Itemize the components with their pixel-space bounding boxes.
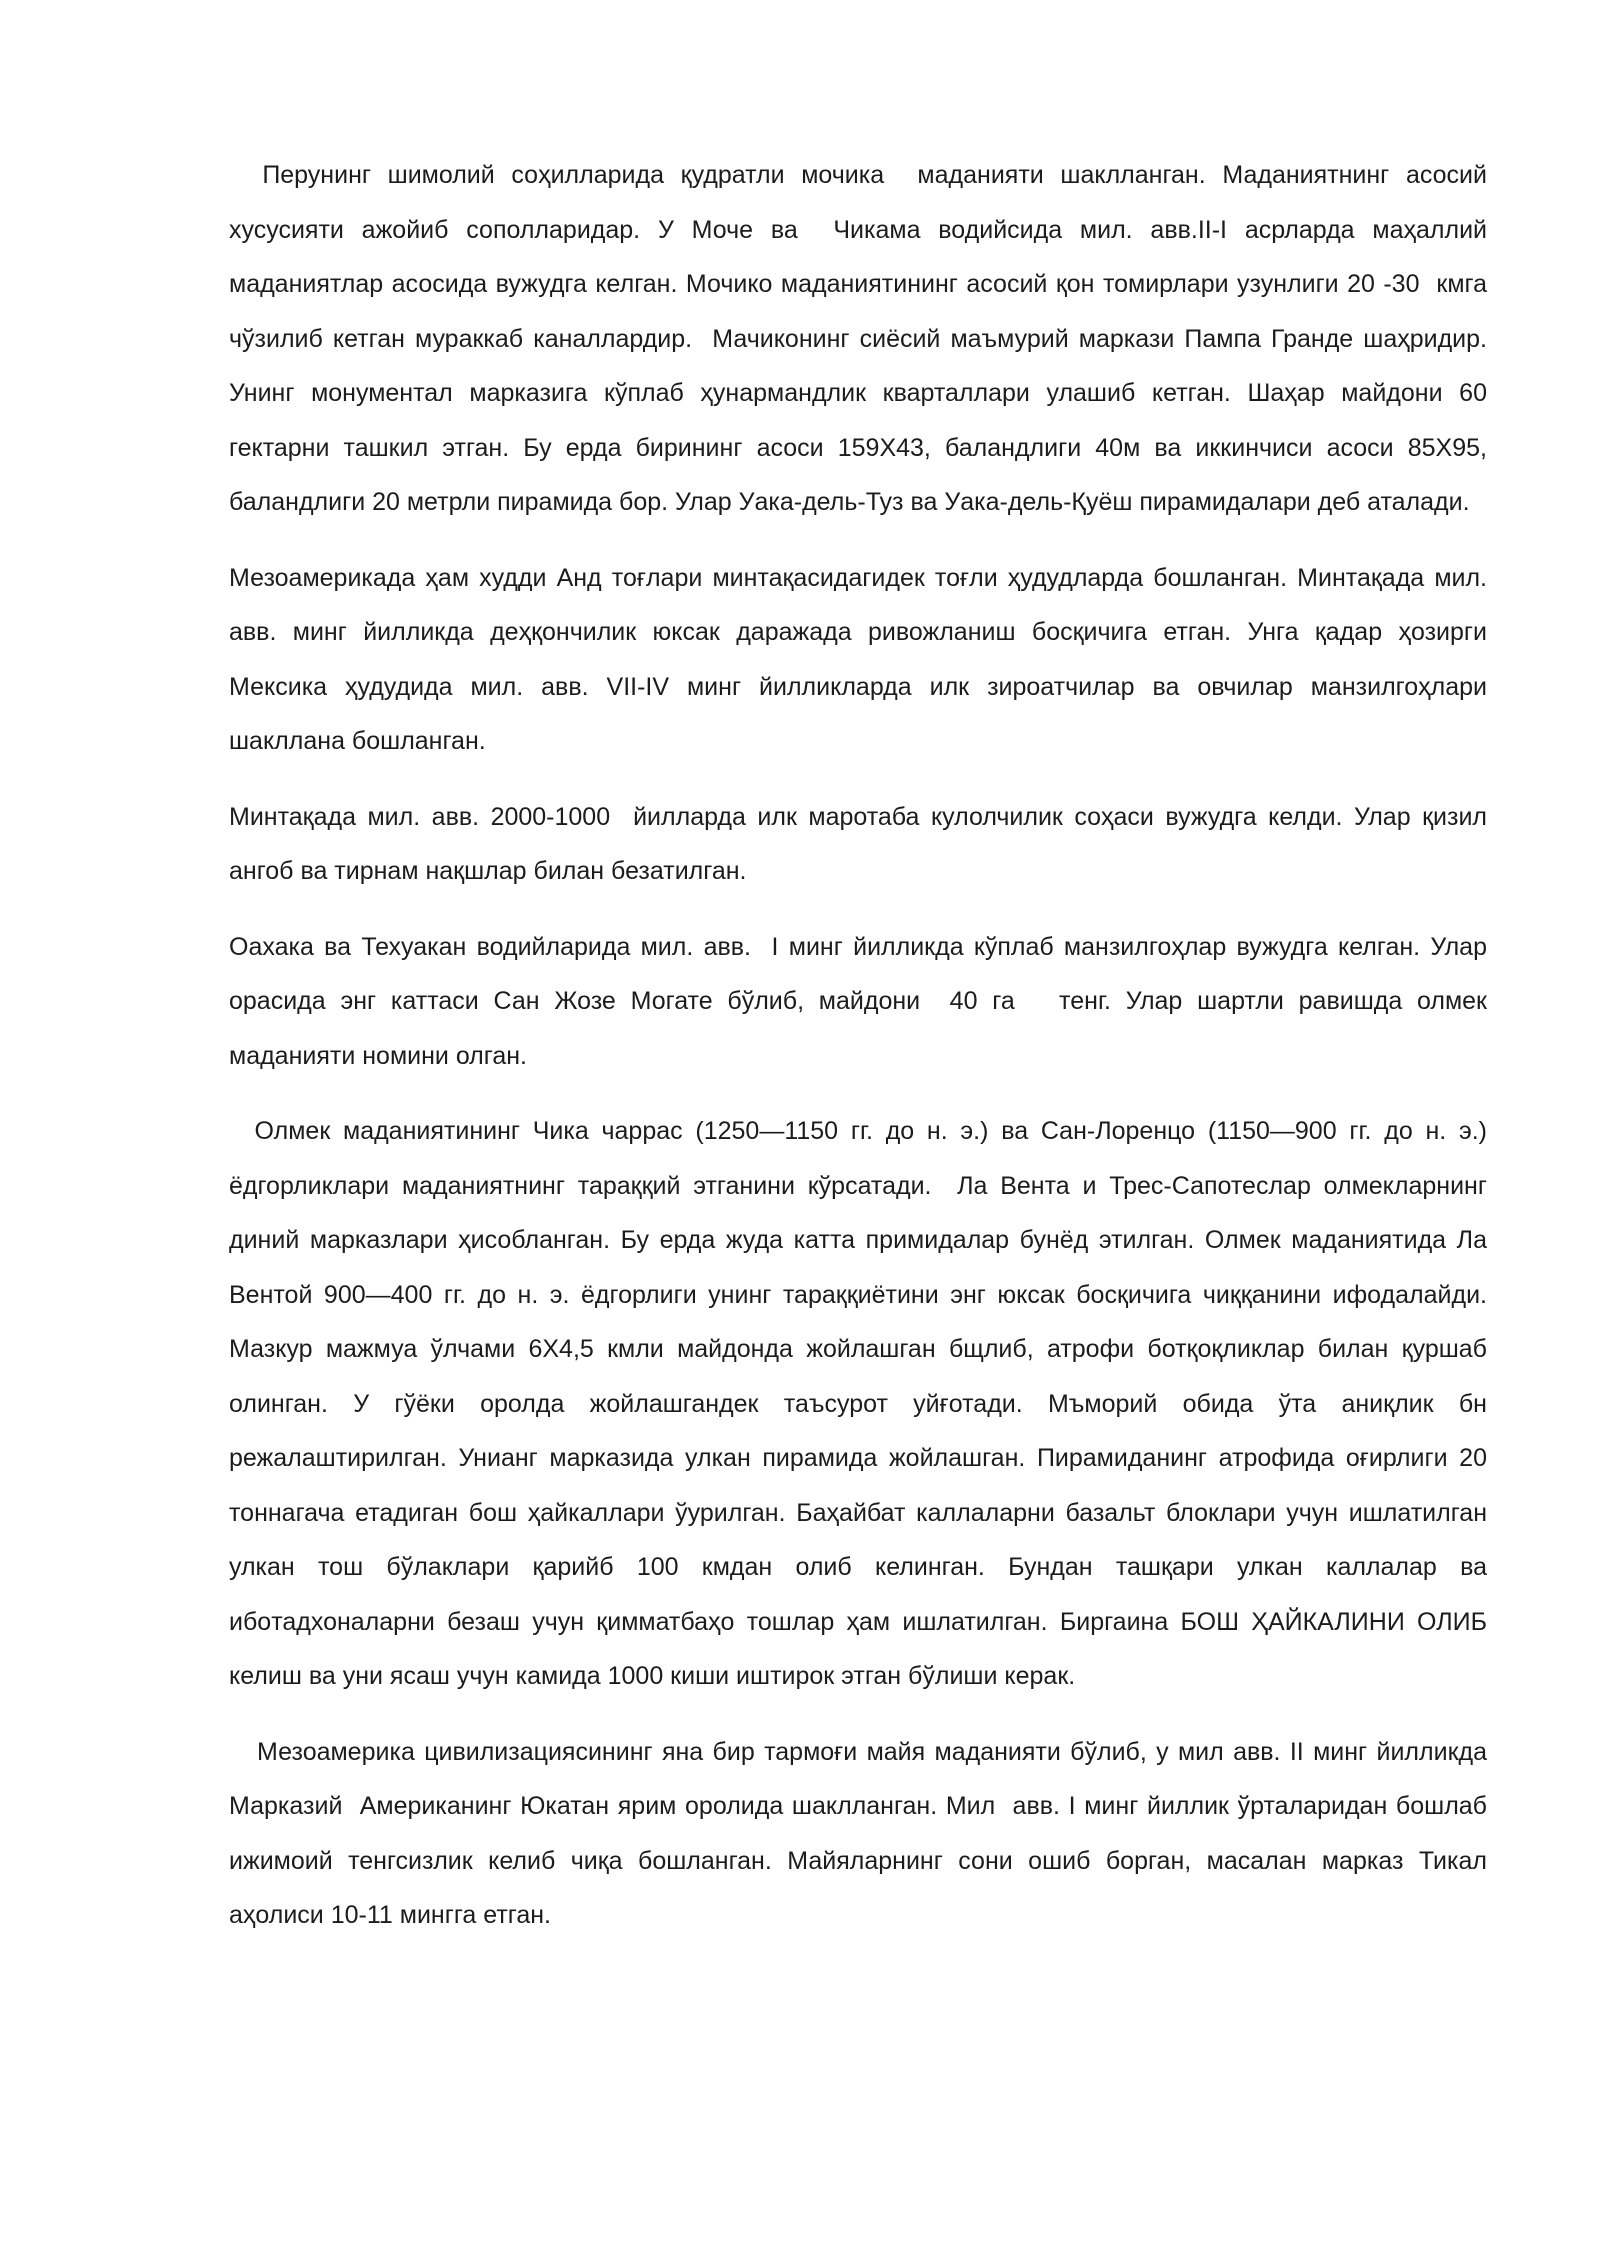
- paragraph-maya: Мезоамерика цивилизациясининг яна бир тармоғи майя маданияти бўлиб, у мил авв. II минг йилликда Марказий Американинг Юкатан ярим оролида шаклланган. Мил авв. I минг йиллик ўрталаридан бошлаб ижимоий тенгсизлик келиб чиқа бошланган. Майяларнинг сони ошиб борган, масалан марказ Тикал аҳолиси 10-11 мингга етган.: [229, 1737, 1494, 1929]
- paragraph-moche: Перунинг шимолий соҳилларида қудратли мочика маданияти шаклланган. Маданиятнинг асосий хусусияти ажойиб сополларидар. У Моче ва Чикама водийсида мил. авв.II-I асрларда маҳаллий маданиятлар асосида вужудга келган. Мочико маданиятининг асосий қон томирлари узунлиги 20 -30 кмга чўзилиб кетган мураккаб каналлардир. Мачиконинг сиёсий маъмурий маркази Пампа Гранде шаҳридир. Унинг монументал марказига кўплаб ҳунармандлик кварталлари улашиб кетган. Шаҳар майдони 60 гектарни ташкил этган. Бу ерда бирининг асоси 159Х43, баландлиги 40м ва иккинчиси асоси 85Х95, баландлиги 20 метрли пирамида бор. Улар Уака-дель-Туз ва Уака-дель-Қуёш пирамидалари деб аталади.: [229, 161, 1494, 516]
- paragraph-pottery: Минтақада мил. авв. 2000-1000 йилларда илк маротаба кулолчилик соҳаси вужудга келди. Улар қизил ангоб ва тирнам нақшлар билан безатилган.: [229, 802, 1494, 885]
- paragraph-mesoamerica: Мезоамерикада ҳам худди Анд тоғлари минтақасидагидек тоғли ҳудудларда бошланган. Минтақада мил. авв. минг йилликда деҳқончилик юксак даражада ривожланиш босқичига етган. Унга қадар ҳозирги Мексика ҳудудида мил. авв. VII-IV минг йилликларда илк зироатчилар ва овчилар манзилгоҳлари шакллана бошланган.: [229, 563, 1494, 755]
- document-body: [229, 148, 1494, 1964]
- paragraph-olmec: Олмек маданиятининг Чика чаррас (1250—1150 гг. до н. э.) ва Сан-Лоренцо (1150—900 гг. до н. э.) ёдгорликлари маданиятнинг тараққий этганини кўрсатади. Ла Вента и Трес-Сапотеслар олмекларнинг диний марказлари ҳисобланган. Бу ерда жуда катта примидалар бунёд этилган. Олмек маданиятида Ла Вентой 900—400 гг. до н. э. ёдгорлиги унинг тараққиётини энг юксак босқичига чиққанини ифодалайди. Мазкур мажмуа ўлчами 6Х4,5 кмли майдонда жойлашган бщлиб, атрофи ботқоқликлар билан қуршаб олинган. У гўёки оролда жойлашгандек таъсурот уйғотади. Мъморий обида ўта аниқлик бн режалаштирилган. Униaнг марказида улкан пирамида жойлашган. Пирамиданинг атрофида оғирлиги 20 тоннагача етадиган бош ҳайкаллари ўурилган. Баҳайбат каллаларни базальт блоклари учун ишлатилган улкан тош бўлаклари қарийб 100 кмдан олиб келинган. Бундан ташқари улкан каллалар ва ибoтадхоналарни безаш учун қимматбаҳо тошлар ҳам ишлатилган. Биргаина БОШ ҲАЙКАЛИНИ ОЛИБ келиш ва уни ясаш учун камида 1000 киши иштирок этган бўлиши керак.: [229, 1117, 1494, 1690]
- paragraph-oaxaca: Оахака ва Техуакан водийларида мил. авв. I минг йилликда кўплаб манзилгоҳлар вужудга келган. Улар орасида энг каттаси Сан Жозе Могате бўлиб, майдони 40 га тенг. Улар шартли равишда олмек маданияти номини олган.: [229, 932, 1494, 1070]
